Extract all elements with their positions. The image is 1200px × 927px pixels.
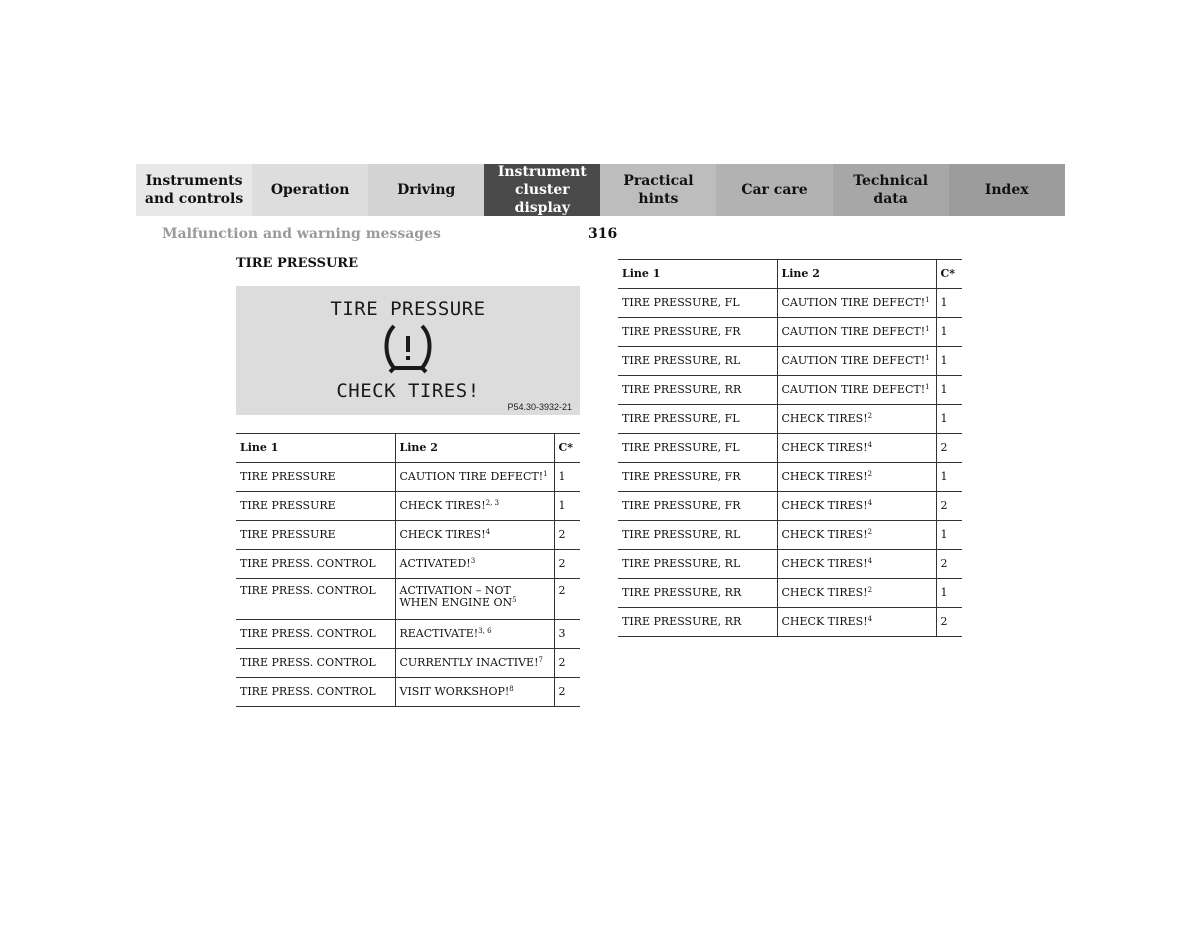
cell-line2	[777, 521, 936, 550]
footnote-ref: 3	[470, 557, 476, 565]
cell-category: 2	[936, 550, 962, 579]
footnote-ref: 4	[867, 499, 873, 507]
cell-line1: TIRE PRESS. CONTROL	[236, 678, 395, 707]
cell-category: 1	[936, 347, 962, 376]
cell-line1: TIRE PRESSURE, FL	[618, 434, 777, 463]
cell-line1: TIRE PRESSURE, FL	[618, 405, 777, 434]
footnote-ref: 4	[867, 557, 873, 565]
cell-category: 1	[936, 318, 962, 347]
footnote-ref: 1	[925, 296, 930, 304]
cell-line2	[777, 550, 936, 579]
cell-line2	[777, 376, 936, 405]
cell-category: 2	[936, 608, 962, 637]
cell-category: 2	[554, 579, 580, 620]
table-row	[236, 492, 580, 521]
cell-line2	[395, 463, 554, 492]
tire-pressure-warning-icon	[381, 322, 435, 376]
cell-line1: TIRE PRESSURE	[236, 492, 395, 521]
footnote-ref: 1	[925, 325, 930, 333]
cell-line1: TIRE PRESSURE, RR	[618, 579, 777, 608]
cell-line2-text: CHECK TIRES!	[781, 528, 868, 541]
cell-line2	[395, 620, 554, 649]
cell-line1: TIRE PRESS. CONTROL	[236, 620, 395, 649]
footnote-ref: 2	[867, 470, 873, 478]
tab-driving[interactable]: Driving	[368, 164, 484, 216]
section-title: Malfunction and warning messages	[162, 226, 441, 242]
cell-category: 1	[554, 492, 580, 521]
cell-line1: TIRE PRESSURE, FR	[618, 318, 777, 347]
cell-category: 2	[554, 678, 580, 707]
table-row	[236, 678, 580, 707]
table-row	[236, 463, 580, 492]
display-line2: CHECK TIRES!	[336, 380, 480, 402]
table-header-row	[236, 434, 580, 463]
cell-line2-text: CAUTION TIRE DEFECT!	[781, 383, 926, 396]
right-message-table	[618, 259, 962, 637]
table-row	[618, 289, 962, 318]
cell-line2	[777, 579, 936, 608]
table-row	[236, 521, 580, 550]
footnote-ref: 4	[867, 441, 873, 449]
cell-line2-text: CAUTION TIRE DEFECT!	[781, 354, 926, 367]
footnote-ref: 8	[509, 685, 514, 693]
cell-line2	[777, 463, 936, 492]
section-nav	[136, 164, 1065, 216]
cell-category: 2	[554, 521, 580, 550]
footnote-ref: 3, 6	[478, 627, 492, 635]
cell-line2-text: CHECK TIRES!	[399, 528, 486, 541]
cell-category: 3	[554, 620, 580, 649]
left-message-table	[236, 433, 580, 707]
cell-category: 1	[936, 376, 962, 405]
cell-line2-text: REACTIVATE!	[399, 627, 479, 640]
cell-line2	[777, 347, 936, 376]
cell-category: 2	[554, 649, 580, 678]
footnote-ref: 2	[867, 528, 873, 536]
table-row	[618, 579, 962, 608]
cell-line1: TIRE PRESS. CONTROL	[236, 649, 395, 678]
cell-line2-text: CHECK TIRES!	[399, 499, 486, 512]
cell-line2-text: CAUTION TIRE DEFECT!	[781, 325, 926, 338]
table-row	[618, 434, 962, 463]
display-line1: TIRE PRESSURE	[330, 298, 486, 320]
table-row	[618, 608, 962, 637]
cell-line1: TIRE PRESSURE, RL	[618, 550, 777, 579]
cell-line1: TIRE PRESS. CONTROL	[236, 550, 395, 579]
page-number: 316	[588, 226, 618, 242]
cell-line1: TIRE PRESSURE, RL	[618, 521, 777, 550]
footnote-ref: 1	[925, 354, 930, 362]
cell-line2-text: CHECK TIRES!	[781, 586, 868, 599]
tab-practical-hints[interactable]: Practical hints	[600, 164, 716, 216]
table-row	[618, 463, 962, 492]
table-row	[618, 405, 962, 434]
cell-line2-text: ACTIVATED!	[399, 557, 471, 570]
footnote-ref: 7	[538, 656, 543, 664]
cell-line2	[395, 492, 554, 521]
cell-line1: TIRE PRESSURE, RR	[618, 608, 777, 637]
cell-line1: TIRE PRESSURE, RR	[618, 376, 777, 405]
cell-line2-text: VISIT WORKSHOP!	[399, 685, 510, 698]
cell-line2-text: CHECK TIRES!	[781, 412, 868, 425]
cell-line2	[777, 289, 936, 318]
cell-line1: TIRE PRESSURE, RL	[618, 347, 777, 376]
cell-line1: TIRE PRESS. CONTROL	[236, 579, 395, 620]
table-row	[236, 550, 580, 579]
table-row	[618, 318, 962, 347]
display-illustration	[236, 286, 580, 415]
cell-line2	[395, 521, 554, 550]
cell-category: 1	[936, 521, 962, 550]
footnote-ref: 1	[925, 383, 930, 391]
table-row	[236, 620, 580, 649]
cell-category: 2	[936, 434, 962, 463]
cell-category: 1	[936, 463, 962, 492]
tab-technical-data[interactable]: Technical data	[833, 164, 949, 216]
table-header-row	[618, 260, 962, 289]
header-line2: Line 2	[395, 434, 554, 463]
cell-line2-text: CHECK TIRES!	[781, 470, 868, 483]
cell-line2	[777, 434, 936, 463]
tab-index[interactable]: Index	[949, 164, 1065, 216]
cell-line1: TIRE PRESSURE, FL	[618, 289, 777, 318]
table-row	[618, 521, 962, 550]
table-row	[236, 579, 580, 620]
table-row	[618, 347, 962, 376]
cell-line2	[395, 579, 554, 620]
footnote-ref: 2	[867, 412, 873, 420]
cell-category: 1	[554, 463, 580, 492]
table-row	[236, 649, 580, 678]
table-row	[618, 550, 962, 579]
table-row	[618, 376, 962, 405]
cell-category: 1	[936, 289, 962, 318]
cell-line2	[777, 318, 936, 347]
tab-operation[interactable]: Operation	[252, 164, 368, 216]
tab-instruments-and-controls[interactable]: Instruments and controls	[136, 164, 252, 216]
cell-line1: TIRE PRESSURE, FR	[618, 492, 777, 521]
cell-line2-text: CURRENTLY INACTIVE!	[399, 656, 539, 669]
tab-car-care[interactable]: Car care	[716, 164, 832, 216]
header-line1: Line 1	[236, 434, 395, 463]
cell-line2	[395, 678, 554, 707]
footnote-ref: 2	[867, 586, 873, 594]
figure-reference: P54.30-3932-21	[507, 402, 572, 412]
table-row	[618, 492, 962, 521]
cell-line2	[777, 405, 936, 434]
tab-instrument-cluster-display[interactable]: Instrument cluster display	[484, 164, 600, 216]
cell-category: 2	[554, 550, 580, 579]
cell-line2	[777, 492, 936, 521]
cell-line2	[777, 608, 936, 637]
header-line2: Line 2	[777, 260, 936, 289]
cell-category: 2	[936, 492, 962, 521]
cell-line2-text: CHECK TIRES!	[781, 615, 868, 628]
cell-line1: TIRE PRESSURE	[236, 463, 395, 492]
cell-line2-text: CHECK TIRES!	[781, 441, 868, 454]
cell-line2	[395, 649, 554, 678]
cell-line1: TIRE PRESSURE	[236, 521, 395, 550]
footnote-ref: 5	[512, 596, 517, 604]
header-line1: Line 1	[618, 260, 777, 289]
cell-line2-text: ACTIVATION – NOT WHEN ENGINE ON	[399, 584, 513, 609]
cell-line2-text: CAUTION TIRE DEFECT!	[781, 296, 926, 309]
footnote-ref: 1	[543, 470, 548, 478]
footnote-ref: 2, 3	[485, 499, 499, 507]
cell-line2-text: CHECK TIRES!	[781, 499, 868, 512]
cell-line2	[395, 550, 554, 579]
cell-category: 1	[936, 579, 962, 608]
footnote-ref: 4	[867, 615, 873, 623]
cell-line1: TIRE PRESSURE, FR	[618, 463, 777, 492]
footnote-ref: 4	[485, 528, 491, 536]
header-category: C*	[554, 434, 580, 463]
cell-line2-text: CHECK TIRES!	[781, 557, 868, 570]
cell-line2-text: CAUTION TIRE DEFECT!	[399, 470, 544, 483]
cell-category: 1	[936, 405, 962, 434]
subheading: TIRE PRESSURE	[236, 256, 359, 271]
header-category: C*	[936, 260, 962, 289]
